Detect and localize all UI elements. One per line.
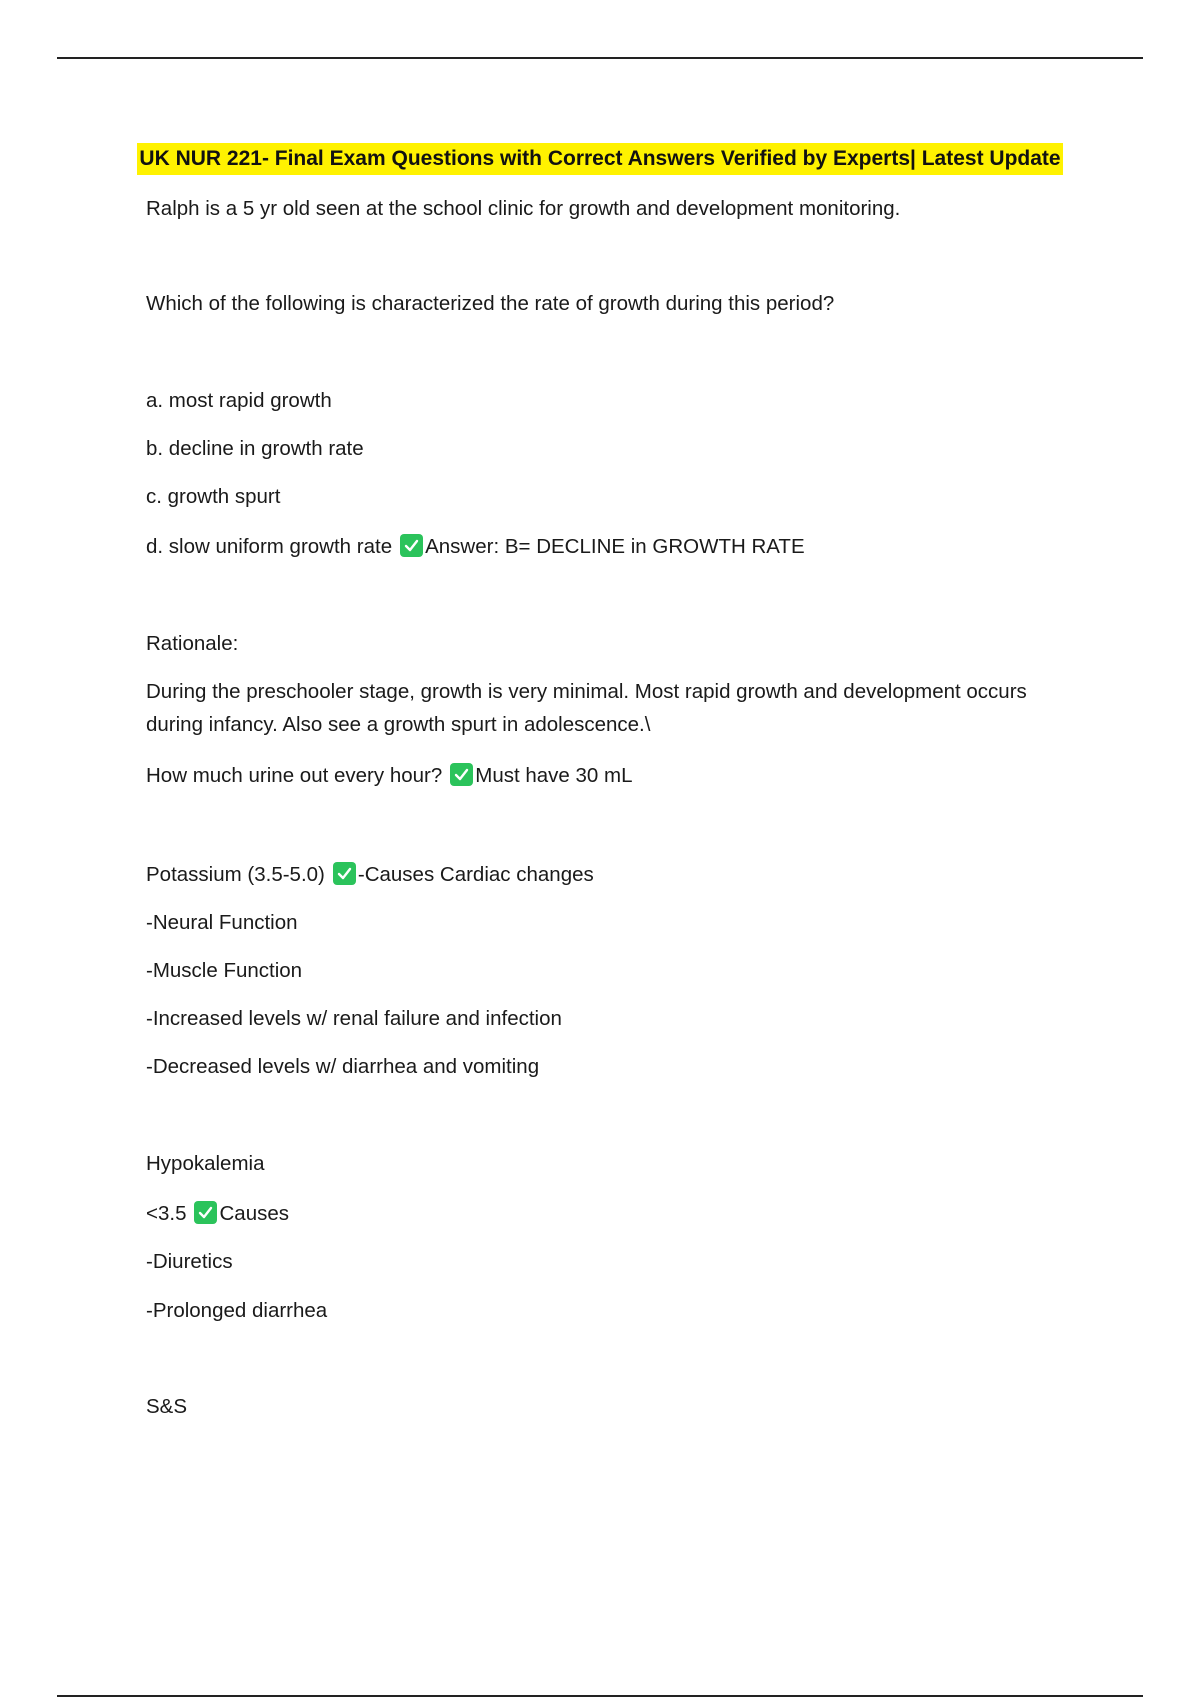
hypokalemia-heading: Hypokalemia	[146, 1152, 265, 1175]
list-item: -Prolonged diarrhea	[146, 1299, 328, 1322]
check-mark-icon	[333, 862, 356, 885]
option-b: b. decline in growth rate	[146, 437, 364, 460]
check-mark-icon	[450, 763, 473, 786]
potassium-line	[146, 859, 594, 891]
question-stem: Ralph is a 5 yr old seen at the school clinic for growth and development monitoring.	[146, 197, 901, 220]
list-item: -Muscle Function	[146, 959, 303, 982]
check-mark-icon	[400, 534, 423, 557]
check-mark-icon	[194, 1201, 217, 1224]
urine-question: How much urine out every hour?	[146, 764, 443, 787]
title-container	[0, 143, 1200, 175]
hypokalemia-answer: Causes	[219, 1202, 289, 1225]
urine-question-line	[146, 760, 633, 792]
rationale-label: Rationale:	[146, 632, 239, 655]
hypokalemia-line	[146, 1198, 289, 1230]
option-d-with-answer	[146, 531, 805, 563]
list-item: -Decreased levels w/ diarrhea and vomiting	[146, 1055, 540, 1078]
option-a: a. most rapid growth	[146, 389, 332, 412]
ss-heading: S&S	[146, 1395, 188, 1418]
answer-text: Answer: B= DECLINE in GROWTH RATE	[425, 535, 805, 558]
list-item: -Increased levels w/ renal failure and infection	[146, 1007, 562, 1030]
potassium-answer: -Causes Cardiac changes	[357, 863, 594, 886]
rationale-text: During the preschooler stage, growth is very minimal. Most rapid growth and development occurs during infancy. Also see a growth spurt in adolescence.\	[146, 680, 1027, 736]
footer-rule	[57, 1695, 1143, 1697]
urine-answer: Must have 30 mL	[475, 764, 633, 787]
option-c: c. growth spurt	[146, 485, 281, 508]
list-item: -Diuretics	[146, 1250, 233, 1273]
hypokalemia-question: <3.5	[146, 1202, 187, 1225]
document-title: UK NUR 221- Final Exam Questions with Correct Answers Verified by Experts| Latest Update	[137, 143, 1062, 175]
question-text: Which of the following is characterized the rate of growth during this period?	[146, 292, 835, 315]
header-rule	[57, 57, 1143, 59]
list-item: -Neural Function	[146, 911, 298, 934]
potassium-question: Potassium (3.5-5.0)	[146, 863, 325, 886]
option-d: d. slow uniform growth rate	[146, 535, 393, 558]
